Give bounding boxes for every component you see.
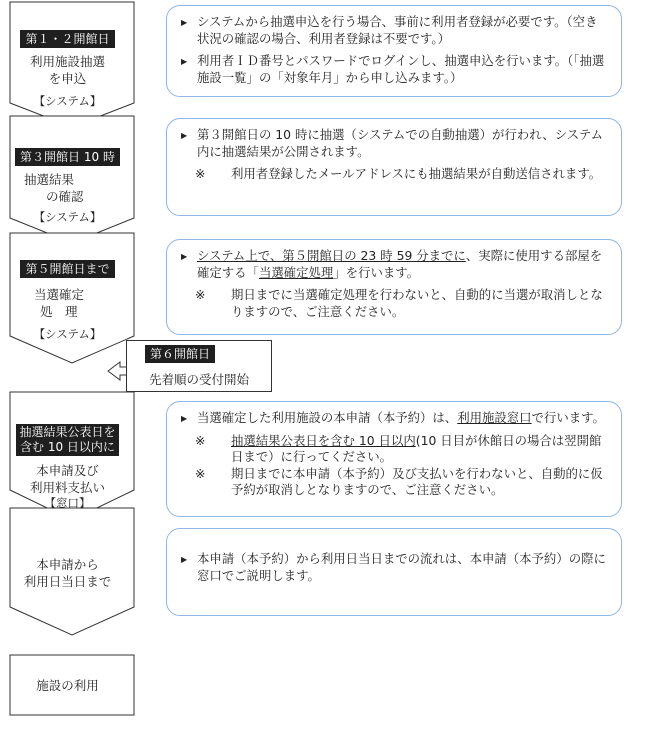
box2-para-1: ▶ 第３開館日の 10 時に抽選（システムでの自動抽選）が行われ、システム内に抽選結果が公開されます。 <box>179 127 609 160</box>
box5-para-1: ▶ 本申請（本予約）から利用日当日までの流れは、本申請（本予約）の際に窓口でご説明します。 <box>179 551 609 584</box>
step-5-line-2: 利用日当日まで <box>23 574 112 589</box>
step-4-line-2: 利用料支払い <box>29 480 105 495</box>
box3-note-1 <box>185 287 609 320</box>
callout-text: 先着順の受付開始 <box>149 372 250 387</box>
step-3-line-1: 当選確定 <box>34 287 85 302</box>
box4-note-1-underlined: 抽選結果公表日を含む 10 日以内 <box>231 432 416 448</box>
step-2-line-2: の確認 <box>46 189 84 204</box>
step-1 <box>0 30 135 110</box>
step-4-badge-line-2: 含む 10 日以内に <box>20 440 115 454</box>
step-1-line-2: を申込 <box>48 71 87 86</box>
step-2-line-1: 抽選結果 <box>24 172 75 187</box>
step-1-badge: 第１・２開館日 <box>20 30 114 48</box>
step-4-line-1: 本申請及び <box>36 463 99 478</box>
box4-para-1-underlined: 利用施設窓口 <box>457 410 532 425</box>
box3-para-1-underlined: システム上で、第５開館日の 23 時 59 分までに <box>197 248 466 263</box>
step-3 <box>0 260 135 343</box>
box1-para-2: ▶ 利用者ＩＤ番号とパスワードでログインし、抽選申込を行います。（「抽選施設一覧」の「対象年月」から申し込みます。） <box>179 53 609 86</box>
step-6 <box>0 677 135 694</box>
box2-note-mark: ※ <box>195 166 206 181</box>
box4-note-2-text: 期日までに本申請（本予約）及び支払いを行わないと、自動的に仮予約が取消しとなりますので、ご注意ください。 <box>231 465 603 497</box>
desc-box-1 <box>166 5 622 97</box>
box1-para-1: ▶ システムから抽選申込を行う場合、事前に利用者登録が必要です。（空き状況の確認の場合、利用者登録は不要です。） <box>179 14 609 47</box>
box3-para-1-text-1: 、実際に使用する部屋を確定する「 <box>197 248 603 280</box>
desc-box-3 <box>166 239 622 335</box>
callout-6th-day <box>126 340 272 392</box>
step-1-line-1: 利用施設抽選 <box>29 54 105 69</box>
step-3-badge: 第５開館日まで <box>20 260 114 278</box>
desc-box-5 <box>166 528 622 616</box>
box4-para-1 <box>179 410 609 427</box>
box4-note-2-mark: ※ <box>195 465 206 481</box>
step-4-tag: 【窓口】 <box>44 496 91 510</box>
box4-para-1-text-1: 当選確定した利用施設の本申請（本予約）は、 <box>197 410 458 425</box>
step-5-line-1: 本申請から <box>36 557 99 572</box>
box4-para-1-text-2: で行います。 <box>531 410 605 425</box>
box2-note-1 <box>185 166 609 183</box>
step-2-tag: 【システム】 <box>33 210 102 224</box>
box3-para-1-text-2: 」を行います。 <box>333 264 420 280</box>
box4-note-1-mark: ※ <box>195 432 206 448</box>
box3-para-1 <box>179 248 609 281</box>
step-2 <box>0 148 135 226</box>
step-4-badge-line-1: 抽選結果公表日を <box>19 425 116 439</box>
step-4 <box>0 424 135 510</box>
step-1-tag: 【システム】 <box>33 94 102 108</box>
box2-note-text: 利用者登録したメールアドレスにも抽選結果が自動送信されます。 <box>231 166 602 181</box>
callout-badge: 第６開館日 <box>145 345 215 363</box>
step-4-badge <box>16 424 118 456</box>
step-3-line-2: 処 理 <box>40 304 78 319</box>
step-5 <box>0 556 135 590</box>
desc-box-2 <box>166 118 622 216</box>
step-6-line-1: 施設の利用 <box>36 678 99 693</box>
box4-note-1-text: (10 日目が休館日の場合は翌開館日まで）に行ってください。 <box>231 432 602 464</box>
step-2-badge: 第３開館日 10 時 <box>15 148 120 166</box>
box3-para-1-term: 当選確定処理 <box>258 264 334 280</box>
box4-note-1 <box>185 433 609 466</box>
step-3-tag: 【システム】 <box>33 327 102 341</box>
desc-box-4 <box>166 401 622 517</box>
box3-note-text: 期日までに当選確定処理を行わないと、自動的に当選が取消しとなりますので、ご注意ください。 <box>231 287 603 319</box>
box4-note-2 <box>185 466 609 499</box>
box3-note-mark: ※ <box>195 287 206 302</box>
